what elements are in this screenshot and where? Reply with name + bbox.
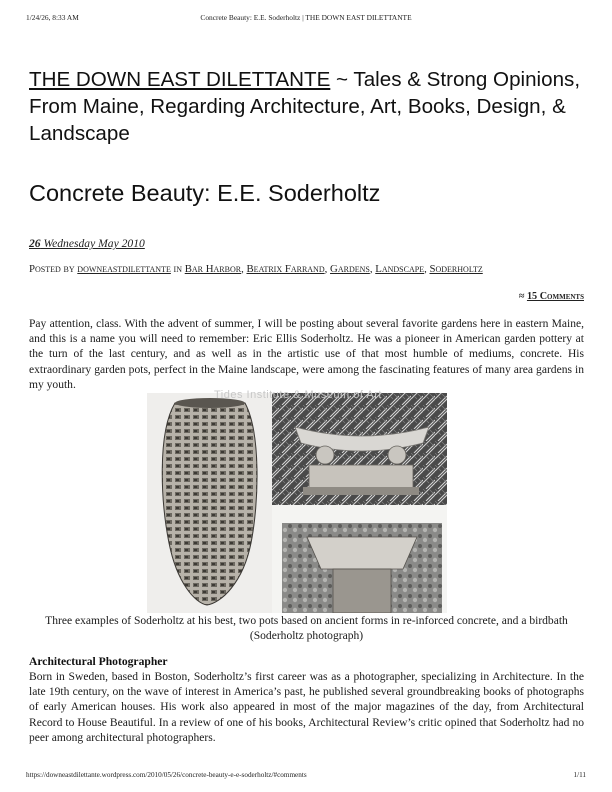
soderholtz-photo-collage	[147, 393, 447, 613]
post-date-text: Wednesday May 2010	[40, 237, 145, 250]
site-tagline: ~ Tales & Strong Opinions, From Maine, Regarding Architecture, Art, Books, Design, & Landscape	[29, 68, 581, 145]
category-link-bar-harbor[interactable]: Bar Harbor	[184, 263, 242, 275]
print-datetime: 1/24/26, 8:33 AM	[26, 13, 79, 22]
tall-jar-photo	[147, 393, 272, 613]
category-link-soderholtz[interactable]: Soderholtz	[429, 263, 483, 275]
in-label: in	[170, 263, 185, 275]
category-link-beatrix-farrand[interactable]: Beatrix Farrand	[246, 263, 325, 275]
post-title: Concrete Beauty: E.E. Soderholtz	[29, 180, 381, 206]
garden-pot-photo	[272, 393, 447, 505]
print-footer	[26, 771, 586, 781]
author-link[interactable]: downeastdilettante	[77, 263, 171, 275]
site-header	[29, 66, 589, 147]
birdbath-photo	[272, 505, 447, 613]
site-title-link[interactable]: THE DOWN EAST DILETTANTE	[29, 68, 331, 91]
section-heading: Architectural Photographer	[29, 655, 168, 668]
category-link-landscape[interactable]: Landscape	[375, 263, 425, 275]
comments-link[interactable]	[519, 291, 584, 302]
comments-label: 15 Comments	[526, 291, 584, 302]
post-meta: Posted by downeastdilettante in Bar Harbor, Beatrix Farrand, Gardens, Landscape, Soderholtz	[29, 263, 483, 275]
print-page-title: Concrete Beauty: E.E. Soderholtz | THE DOWN EAST DILETTANTE	[200, 13, 412, 22]
photographer-paragraph: Born in Sweden, based in Boston, Soderholtz’s first career was as a photographer, specializing in Architecture. In the late 19th century, on the wave of interest in America’s past, he published several groundbreaking books of photographs of early American houses. His work also appeared in most of the major magazines of the day, from Architectural Record to House Beautiful. In a review of one of his books, Architectural Review’s critic opined that Soderholtz had no peer among architectural photographers.	[29, 671, 584, 744]
image-caption: Three examples of Soderholtz at his best, two pots based on ancient forms in re-inforced concrete, and a birdbath (Soderholtz photograph)	[45, 615, 568, 643]
post-date-link[interactable]	[29, 237, 145, 250]
post-date-day: 26	[29, 237, 41, 250]
image-watermark: Tides Institute & Museum of Art	[214, 389, 382, 401]
category-link-gardens[interactable]: Gardens	[330, 263, 370, 275]
posted-by-label: Posted by	[29, 263, 78, 275]
intro-paragraph: Pay attention, class. With the advent of summer, I will be posting about several favorite gardens here in eastern Maine, and this is a name you will need to remember: Eric Ellis Soderholtz. He was a pioneer in American garden pottery at the turn of the last century, and as well as in the artistic use of that most humble of mediums, concrete. His extraordinary garden pots, perfect in the Maine landscape, were among the fascinating features of many area gardens in my youth.	[29, 318, 584, 391]
print-page-number: 1/11	[573, 771, 586, 779]
print-header	[26, 13, 586, 25]
print-url: https://downeastdilettante.wordpress.com/2010/05/26/concrete-beauty-e-e-soderholtz/#comments	[26, 771, 307, 779]
comments-icon: ≈	[518, 291, 527, 302]
